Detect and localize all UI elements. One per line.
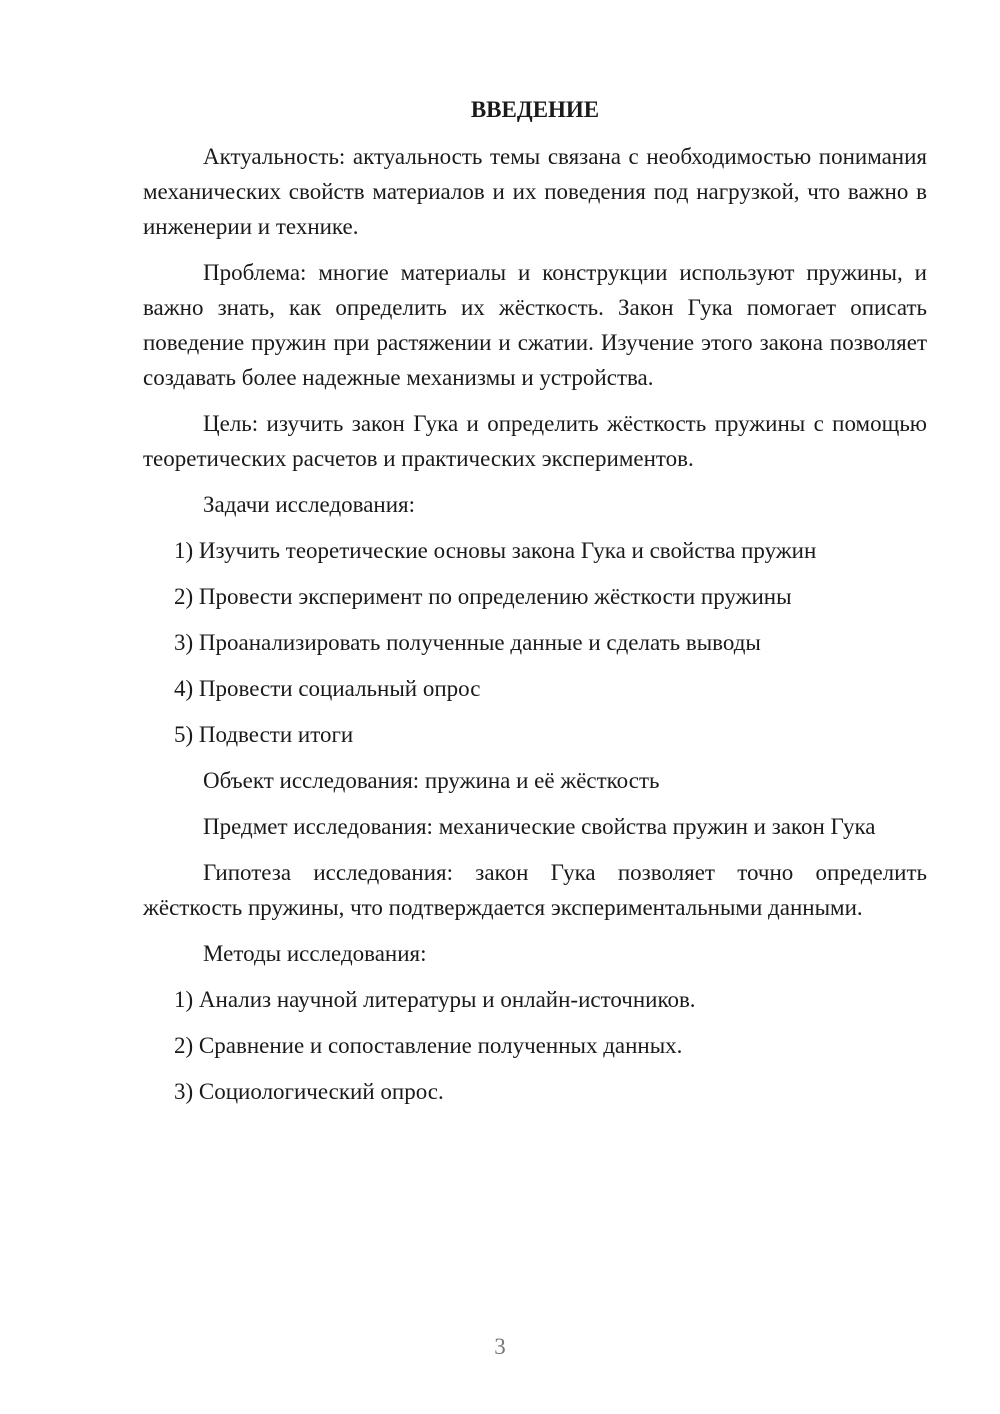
hypothesis-paragraph: Гипотеза исследования: закон Гука позволяет точно определить жёсткость пружины, что подтверждается экспериментальными данными. bbox=[143, 860, 927, 920]
list-item: 3) Проанализировать полученные данные и сделать выводы bbox=[174, 630, 761, 655]
problem-paragraph: Проблема: многие материалы и конструкции используют пружины, и важно знать, как определить их жёсткость. Закон Гука помогает описать поведение пружин при растяжении и сжатии. Изучение этого закона позволяет создавать более надежные механизмы и устройства. bbox=[143, 260, 927, 390]
methods-heading: Методы исследования: bbox=[203, 941, 427, 966]
document-page bbox=[143, 92, 927, 1120]
list-item: 1) Изучить теоретические основы закона Гука и свойства пружин bbox=[174, 538, 817, 563]
list-item: 3) Социологический опрос. bbox=[174, 1079, 444, 1104]
methods-list bbox=[143, 982, 927, 1109]
list-item: 4) Провести социальный опрос bbox=[174, 676, 481, 701]
section-title: ВВЕДЕНИЕ bbox=[470, 97, 600, 122]
tasks-heading: Задачи исследования: bbox=[203, 492, 416, 517]
page-number: 3 bbox=[494, 1334, 506, 1359]
list-item: 1) Анализ научной литературы и онлайн-источников. bbox=[174, 987, 696, 1012]
list-item: 2) Провести эксперимент по определению жёсткости пружины bbox=[174, 584, 792, 609]
relevance-paragraph: Актуальность: актуальность темы связана с необходимостью понимания механических свойств материалов и их поведения под нагрузкой, что важно в инженерии и технике. bbox=[143, 144, 927, 239]
list-item: 2) Сравнение и сопоставление полученных данных. bbox=[174, 1033, 683, 1058]
goal-paragraph: Цель: изучить закон Гука и определить жёсткость пружины с помощью теоретических расчетов и практических экспериментов. bbox=[143, 411, 927, 471]
subject-paragraph: Предмет исследования: механические свойства пружин и закон Гука bbox=[203, 814, 876, 839]
tasks-list bbox=[143, 533, 927, 752]
list-item: 5) Подвести итоги bbox=[174, 722, 354, 747]
object-paragraph: Объект исследования: пружина и её жёсткость bbox=[203, 768, 660, 793]
